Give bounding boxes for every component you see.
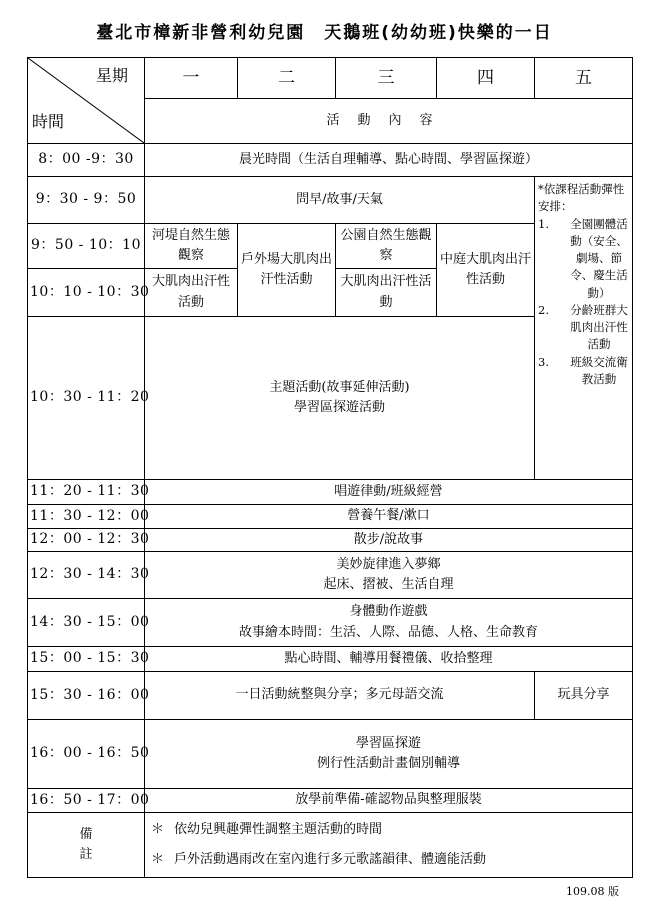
activity-cell: 營養午餐/漱口 [145, 505, 633, 529]
time-label: 時間 [32, 112, 65, 132]
activity-cell-wed: 大肌肉出汗性活動 [336, 269, 437, 317]
activity-cell-wed: 公園自然生態觀察 [336, 224, 437, 269]
remarks-label: 備 註 [28, 813, 145, 878]
schedule-table [27, 57, 633, 878]
friday-note-item: 3. 班級交流衛教活動 [538, 354, 628, 386]
time-cell: 15：30 - 16：00 [28, 672, 145, 720]
day-header-thu: 四 [437, 58, 535, 99]
activity-line: 主題活動(故事延伸活動) [269, 379, 410, 395]
remark-item: ＊ 戶外活動遇雨改在室內進行多元歌謠韻律、體適能活動 [151, 852, 487, 867]
activity-header: 活動內容 [145, 99, 633, 144]
asterisk-icon: ＊ [151, 852, 165, 867]
activity-cell-tue: 戶外場大肌肉出汗性活動 [238, 224, 336, 317]
time-cell: 9：30 - 9：50 [28, 177, 145, 224]
remark-item: ＊ 依幼兒興趣彈性調整主題活動的時間 [151, 822, 383, 838]
activity-cell: 點心時間、輔導用餐禮儀、收拾整理 [145, 647, 633, 672]
friday-note-intro: *依課程活動彈性安排： [538, 182, 625, 214]
activity-cell-thu: 中庭大肌肉出汗性活動 [437, 224, 535, 317]
activity-cell [145, 599, 633, 647]
day-header-tue: 二 [238, 58, 336, 99]
activity-cell-mon: 河堤自然生態觀察 [145, 224, 238, 269]
time-cell: 12：30 - 14：30 [28, 552, 145, 599]
page-title: 臺北市樟新非營利幼兒園 天鵝班(幼幼班)快樂的一日 [96, 23, 553, 43]
activity-line: 身體動作遊戲 [349, 604, 428, 620]
activity-cell-mon: 大肌肉出汗性活動 [145, 269, 238, 317]
activity-cell: 晨光時間（生活自理輔導、點心時間、學習區探遊） [145, 144, 633, 177]
asterisk-icon: ＊ [151, 822, 165, 838]
activity-line: 學習區探遊 [355, 735, 421, 751]
activity-cell: 唱遊律動/班級經營 [145, 480, 633, 505]
activity-cell [145, 552, 633, 599]
time-cell: 16：50 - 17：00 [28, 789, 145, 813]
version-label: 109.08 版 [566, 885, 619, 898]
activity-line: 例行性活動計畫個別輔導 [316, 756, 460, 771]
time-cell: 16：00 - 16：50 [28, 720, 145, 789]
activity-cell: 放學前準備-確認物品與整理服裝 [145, 789, 633, 813]
activity-line: 起床、摺被、生活自理 [323, 577, 454, 592]
friday-note-item: 2. 分齡班群大肌肉出汗性活動 [538, 302, 628, 352]
time-cell: 10：30 - 11：20 [28, 317, 145, 480]
header-corner [28, 58, 145, 144]
time-cell: 9：50 - 10：10 [28, 224, 145, 269]
time-cell: 15：00 - 15：30 [28, 647, 145, 672]
activity-line: 學習區探遊活動 [293, 400, 385, 415]
weekday-label: 星期 [95, 66, 128, 85]
activity-cell: 一日活動統整與分享；多元母語交流 [145, 672, 535, 720]
activity-cell-fri: 玩具分享 [535, 672, 633, 720]
time-cell: 12：00 - 12：30 [28, 529, 145, 552]
activity-line: 美妙旋律進入夢鄉 [336, 556, 441, 572]
day-header-wed: 三 [336, 58, 437, 99]
activity-line: 故事繪本時間：生活、人際、品德、人格、生命教育 [238, 624, 538, 640]
activity-cell [145, 317, 535, 480]
activity-cell: 散步/說故事 [145, 529, 633, 552]
time-cell: 8：00 -9：30 [28, 144, 145, 177]
friday-flex-note [535, 177, 633, 480]
day-header-fri: 五 [535, 58, 633, 99]
day-header-mon: 一 [145, 58, 238, 99]
remarks-cell [145, 813, 633, 878]
time-cell: 10：10 - 10：30 [28, 269, 145, 317]
activity-cell: 問早/故事/天氣 [145, 177, 535, 224]
activity-cell [145, 720, 633, 789]
friday-note-item: 1. 全園團體活動（安全、劇場、節令、慶生活動） [538, 216, 628, 300]
time-cell: 11：20 - 11：30 [28, 480, 145, 505]
time-cell: 11：30 - 12：00 [28, 505, 145, 529]
time-cell: 14：30 - 15：00 [28, 599, 145, 647]
